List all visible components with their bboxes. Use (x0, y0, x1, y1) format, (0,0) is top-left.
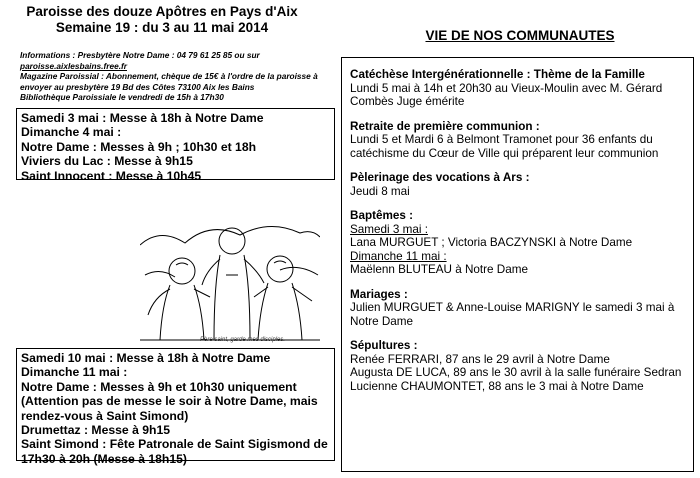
section-line: catéchisme du Cœur de Ville qui préparent leur communion (350, 146, 659, 160)
section-line: Combès Juge émérite (350, 95, 465, 108)
schedule-line: (Attention pas de messe le soir à Notre Dame, mais rendez-vous à Saint Simond) (21, 394, 318, 423)
schedule-line: Saint Innocent : Messe à 10h45 (21, 168, 202, 183)
schedule-line: Samedi 10 mai : Messe à 18h à Notre Dame (21, 351, 271, 365)
section-date: Samedi 3 mai : (350, 222, 428, 236)
schedule-line: Notre Dame : Messes à 9h et 10h30 uniquement (21, 379, 297, 394)
schedule-box-week2 (16, 348, 335, 466)
section-line: Maëlenn BLUTEAU à Notre Dame (350, 263, 528, 276)
section-line: Renée FERRARI, 87 ans le 29 avril à Notre Dame (350, 352, 610, 366)
info-line: Bibliothèque Paroissiale le vendredi de 15h à 17h30 (20, 92, 224, 102)
section-line: Notre Dame (350, 314, 414, 328)
illustration-caption: Père saint, garde mes disciples. (200, 337, 286, 343)
schedule-line: Dimanche 11 mai : (21, 365, 128, 380)
info-line: Informations : Presbytère Notre Dame : 04 79 61 25 85 ou sur (20, 50, 260, 60)
section-line: Lundi 5 mai à 14h et 20h30 au Vieux-Moulin avec M. Gérard (350, 81, 663, 95)
schedule-line: Notre Dame : Messes à 9h ; 10h30 et 18h (21, 139, 257, 154)
section-heading: Sépultures : (350, 339, 418, 352)
disciples-illustration (140, 185, 320, 345)
schedule-line: Dimanche 4 mai : (21, 125, 122, 140)
section-mariages (350, 288, 685, 329)
schedule-line: Drumettaz : Messe à 9h15 (21, 423, 171, 438)
parish-title: Paroisse des douze Apôtres en Pays d'Aix (26, 4, 298, 19)
info-block (20, 50, 318, 103)
section-line: Jeudi 8 mai (350, 184, 410, 198)
info-website: paroisse.aixlesbains.free.fr (20, 60, 127, 71)
schedule-line: Samedi 3 mai : Messe à 18h à Notre Dame (21, 111, 264, 125)
section-heading: Mariages : (350, 287, 408, 301)
section-pelerinage (350, 171, 685, 198)
section-heading: Catéchèse Intergénérationnelle : Thème de la Famille (350, 68, 645, 81)
section-heading: Retraite de première communion : (350, 119, 540, 133)
community-title: VIE DE NOS COMMUNAUTES (425, 28, 615, 43)
section-baptemes (350, 209, 685, 277)
schedule-line: Saint Simond : Fête Patronale de Saint Sigismond de 17h30 à 20h (Messe à 18h15) (21, 437, 328, 466)
info-line: envoyer au presbytère 19 Bd des Côtes 73100 Aix les Bains (20, 81, 255, 92)
section-line: Augusta DE LUCA, 89 ans le 30 avril à la salle funéraire Sedran (350, 366, 682, 379)
schedule-box-week1 (16, 108, 335, 183)
community-box (341, 57, 694, 472)
section-line: Julien MURGUET & Anne-Louise MARIGNY le samedi 3 mai à (350, 301, 675, 314)
week-title: Semaine 19 : du 3 au 11 mai 2014 (55, 20, 269, 35)
section-heading: Baptêmes : (350, 209, 414, 222)
section-line: Lucienne CHAUMONTET, 88 ans le 3 mai à Notre Dame (350, 379, 644, 393)
section-catechese (350, 68, 685, 109)
section-retraite (350, 120, 685, 161)
section-date: Dimanche 11 mai : (350, 249, 447, 263)
schedule-line: Viviers du Lac : Messe à 9h15 (21, 154, 193, 169)
section-heading: Pèlerinage des vocations à Ars : (350, 171, 530, 184)
section-sepultures (350, 339, 685, 393)
section-line: Lundi 5 et Mardi 6 à Belmont Tramonet pour 36 enfants du (350, 133, 653, 146)
section-line: Lana MURGUET ; Victoria BACZYNSKI à Notre Dame (350, 236, 633, 249)
info-line: Magazine Paroissial : Abonnement, chèque de 15€ à l'ordre de la paroisse à (20, 71, 318, 81)
